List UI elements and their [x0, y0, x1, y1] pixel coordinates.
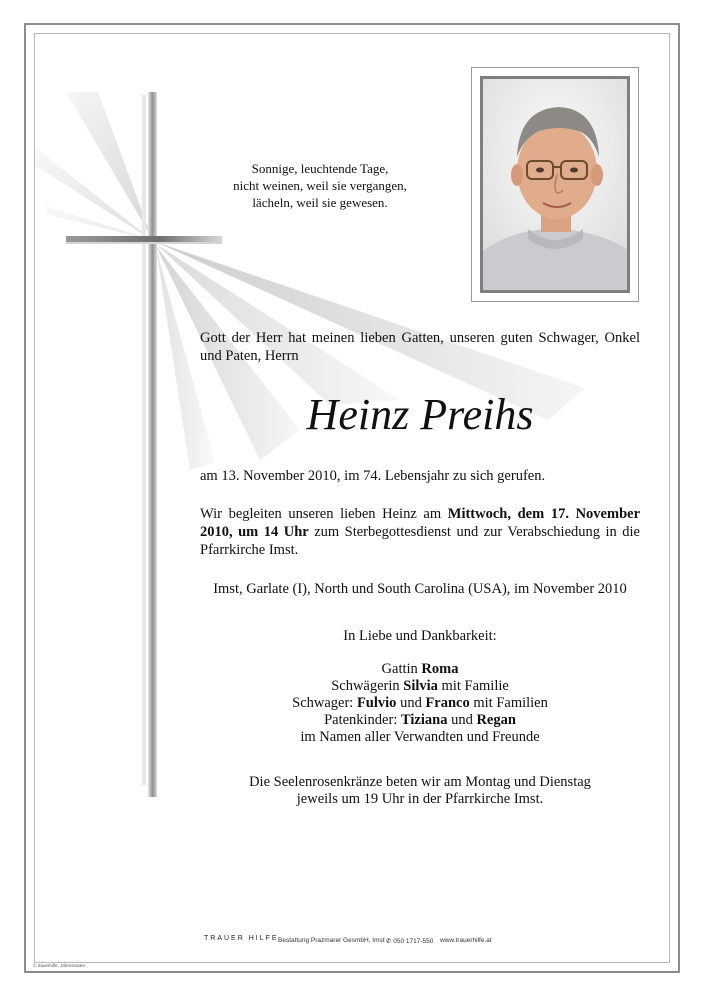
mourner-row: Gattin Roma [381, 661, 459, 677]
phone-number: ✆ 050 1717-550 [386, 938, 434, 945]
mourners-list [200, 661, 640, 746]
deceased-name: Heinz Preihs [306, 390, 534, 439]
rosary-text: Die Seelenrosenkränze beten wir am Montag und Dienstag jeweils um 19 Uhr in der Pfarrkirche Imst. [249, 774, 591, 807]
poem-line: Sonnige, leuchtende Tage, [251, 161, 389, 176]
footer [200, 933, 510, 957]
mourner-row: im Namen aller Verwandten und Freunde [300, 729, 540, 745]
poem [200, 160, 440, 211]
poem-line: lächeln, weil sie gewesen. [252, 195, 388, 210]
website-link[interactable]: www.trauerhilfe.at [440, 937, 492, 944]
copyright-note: © trauerhilfe, Jahresraster [33, 963, 86, 968]
trauerhilfe-logo: TRAUER HILFE [204, 935, 279, 942]
death-date-text: am 13. November 2010, im 74. Lebensjahr zu sich gerufen. [200, 468, 546, 484]
gratitude-heading: In Liebe und Dankbarkeit: [343, 628, 497, 644]
funeral-service-text: Wir begleiten unseren lieben Heinz am Mittwoch, dem 17. November 2010, um 14 Uhr zum Sterbegottesdienst und zur Verabschiedung in die Pfarrkirche Imst. [200, 506, 641, 558]
intro-text: Gott der Herr hat meinen lieben Gatten, unseren guten Schwager, Onkel und Paten, Herrn [200, 330, 640, 364]
mourner-row: Schwägerin Silvia mit Familie [331, 678, 509, 694]
mourner-row: Schwager: Fulvio und Franco mit Familien [292, 695, 548, 711]
portrait-photo [480, 76, 630, 293]
place-date-text: Imst, Garlate (I), North und South Carolina (USA), im November 2010 [213, 581, 627, 597]
mourner-row: Patenkinder: Tiziana und Regan [324, 712, 516, 728]
poem-line: nicht weinen, weil sie vergangen, [233, 178, 407, 193]
company-name: Bestattung Prazmarer GesmbH, Imst [278, 937, 385, 944]
